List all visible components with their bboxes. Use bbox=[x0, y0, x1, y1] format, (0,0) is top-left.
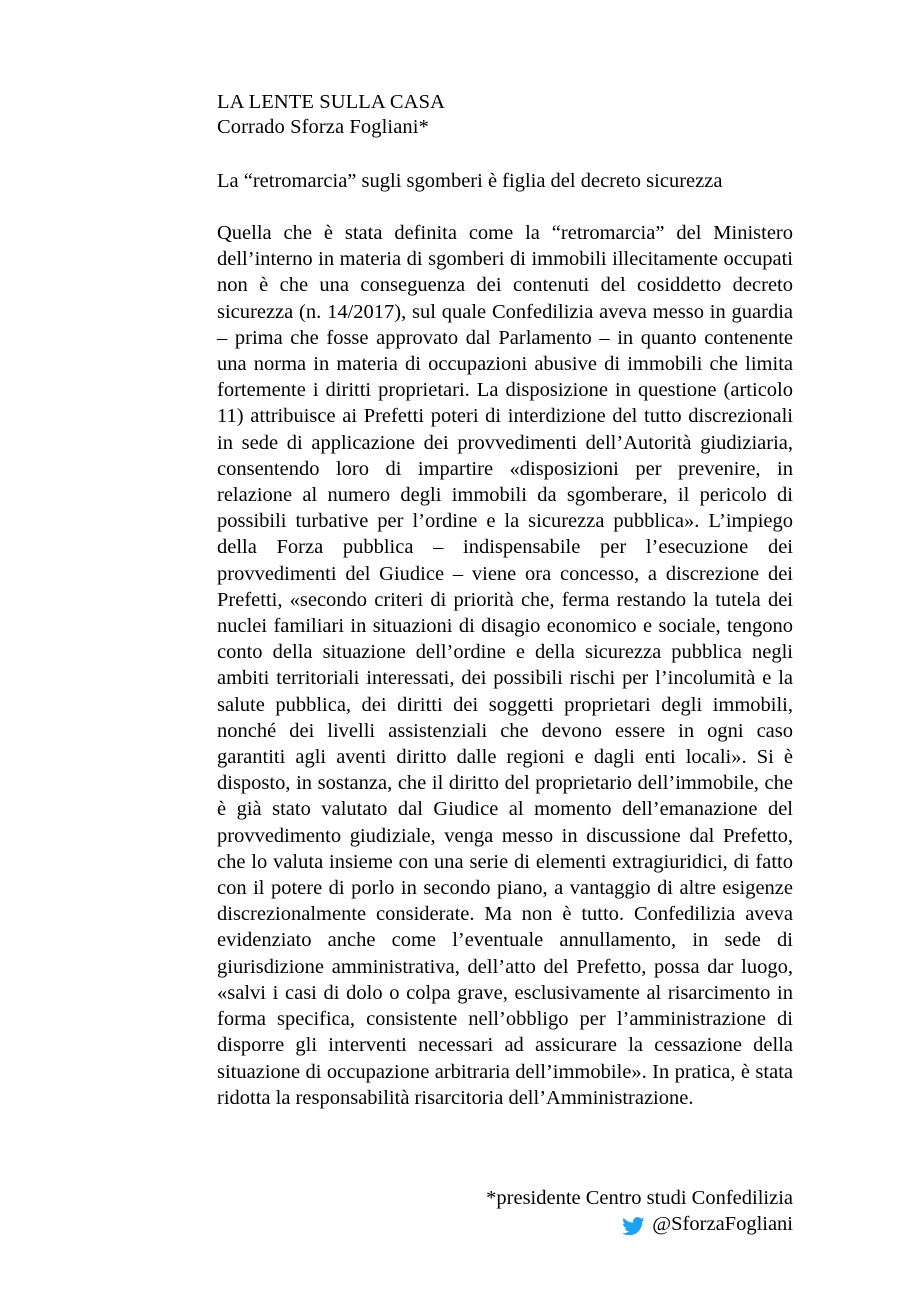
twitter-handle-text: @SforzaFogliani bbox=[652, 1213, 793, 1236]
masthead bbox=[217, 90, 793, 140]
author-byline: Corrado Sforza Fogliani* bbox=[217, 116, 429, 138]
article-footer bbox=[217, 1185, 793, 1241]
column-title: LA LENTE SULLA CASA bbox=[217, 91, 445, 113]
article-body bbox=[217, 220, 793, 1111]
twitter-handle-row bbox=[622, 1211, 793, 1237]
article-content bbox=[217, 90, 793, 1111]
article-headline: La “retromarcia” sugli sgomberi è figlia del decreto sicurezza bbox=[217, 170, 723, 192]
author-attribution: *presidente Centro studi Confedilizia bbox=[486, 1187, 793, 1209]
body-paragraph: Quella che è stata definita come la “retromarcia” del Ministero dell’interno in materia di sgomberi di immobili illecitamente occupati non è che una conseguenza dei contenuti del cosiddetto decreto sicurezza (n. 14/2017), sul quale Confedilizia aveva messo in guardia – prima che fosse approvato dal Parlamento – in quanto contenente una norma in materia di occupazioni abusive di immobili che limita fortemente i diritti proprietari. La disposizione in questione (articolo 11) attribuisce ai Prefetti poteri di interdizione del tutto discrezionali in sede di applicazione dei provvedimenti dell’Autorità giudiziaria, consentendo loro di impartire «disposizioni per prevenire, in relazione al numero degli immobili da sgomberare, il pericolo di possibili turbative per l’ordine e la sicurezza pubblica». L’impiego della Forza pubblica – indispensabile per l’esecuzione dei provvedimenti del Giudice – viene ora concesso, a discrezione dei Prefetti, «secondo criteri di priorità che, ferma restando la tutela dei nuclei familiari in situazioni di disagio economico e sociale, tengono conto della situazione dell’ordine e della sicurezza pubblica negli ambiti territoriali interessati, dei possibili rischi per l’incolumità e la salute pubblica, dei diritti dei soggetti proprietari degli immobili, nonché dei livelli assistenziali che devono essere in ogni caso garantiti agli aventi diritto dalle regioni e dagli enti locali». Si è disposto, in sostanza, che il diritto del proprietario dell’immobile, che è già stato valutato dal Giudice al momento dell’emanazione del provvedimento giudiziale, venga messo in discussione dal Prefetto, che lo valuta insieme con una serie di elementi extragiuridici, di fatto con il potere di porlo in secondo piano, a vantaggio di altre esigenze discrezionalmente considerate. Ma non è tutto. Confedilizia aveva evidenziato anche come l’eventuale annullamento, in sede di giurisdizione amministrativa, dell’atto del Prefetto, possa dar luogo, «salvi i casi di dolo o colpa grave, esclusivamente al risarcimento in forma specifica, consistente nell’obbligo per l’amministrazione di disporre gli interventi necessari ad assicurare la cessazione della situazione di occupazione arbitraria dell’immobile». In pratica, è stata ridotta la responsabilità risarcitoria dell’Amministrazione. bbox=[217, 222, 793, 1109]
twitter-bird-icon bbox=[622, 1217, 645, 1236]
